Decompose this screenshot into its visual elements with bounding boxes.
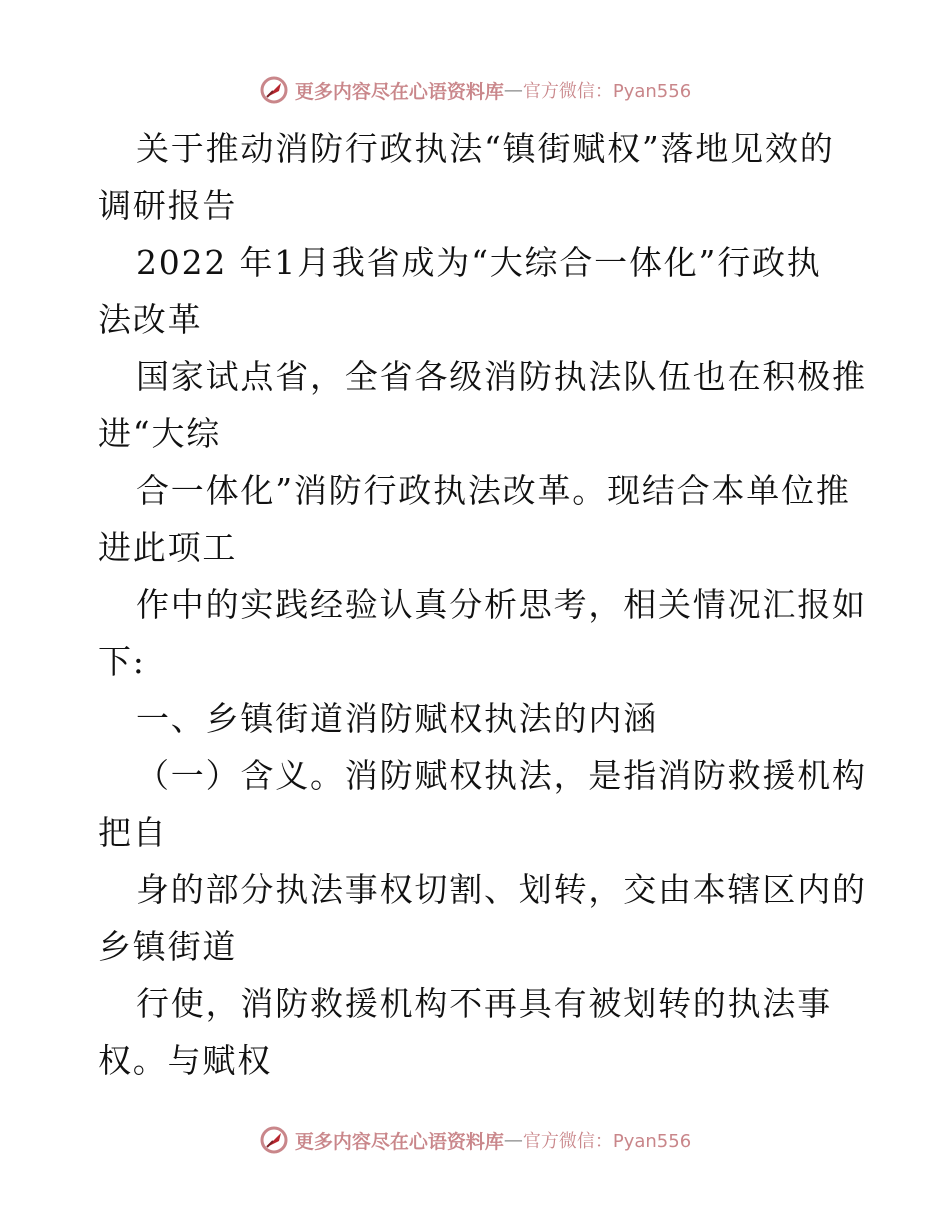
watermark-separator: — (503, 79, 523, 101)
doc-text-line: （一）含义。消防赋权执法，是指消防救援机构 (136, 756, 867, 795)
doc-title-line-2: 调研报告 (98, 186, 238, 225)
doc-text-line: 法改革 (98, 300, 203, 339)
document-body (98, 120, 867, 1089)
watermark-contact: 官方微信：Pyan556 (522, 1131, 692, 1152)
header-watermark (0, 70, 950, 110)
doc-text-line: 进“大综 (98, 414, 222, 453)
doc-text-line: 权。与赋权 (98, 1041, 272, 1080)
doc-text-line: 乡镇街道 (98, 927, 238, 966)
watermark-separator: — (503, 1129, 523, 1151)
doc-text-line: 身的部分执法事权切割、划转，交由本辖区内的 (136, 870, 867, 909)
doc-text-line: 进此项工 (98, 528, 238, 567)
section-heading: 一、乡镇街道消防赋权执法的内涵 (136, 699, 658, 738)
doc-text-line: 2022 年1月我省成为“大综合一体化”行政执 (136, 243, 822, 282)
doc-text-line: 行使，消防救援机构不再具有被划转的执法事 (136, 984, 832, 1023)
doc-text-line: 把自 (98, 813, 168, 852)
doc-title-line-1: 关于推动消防行政执法“镇街赋权”落地见效的 (136, 129, 835, 168)
doc-text-line: 合一体化”消防行政执法改革。现结合本单位推 (136, 471, 851, 510)
quill-seal-icon (259, 75, 289, 105)
doc-text-line: 作中的实践经验认真分析思考，相关情况汇报如 (136, 585, 867, 624)
quill-seal-icon (259, 1125, 289, 1155)
watermark-site-text: 更多内容尽在心语资料库 (294, 1130, 504, 1153)
footer-watermark (0, 1120, 950, 1160)
watermark-site-text: 更多内容尽在心语资料库 (294, 80, 504, 103)
doc-text-line: 国家试点省，全省各级消防执法队伍也在积极推 (136, 357, 867, 396)
doc-text-line: 下: (98, 642, 146, 681)
watermark-contact: 官方微信：Pyan556 (522, 81, 692, 102)
